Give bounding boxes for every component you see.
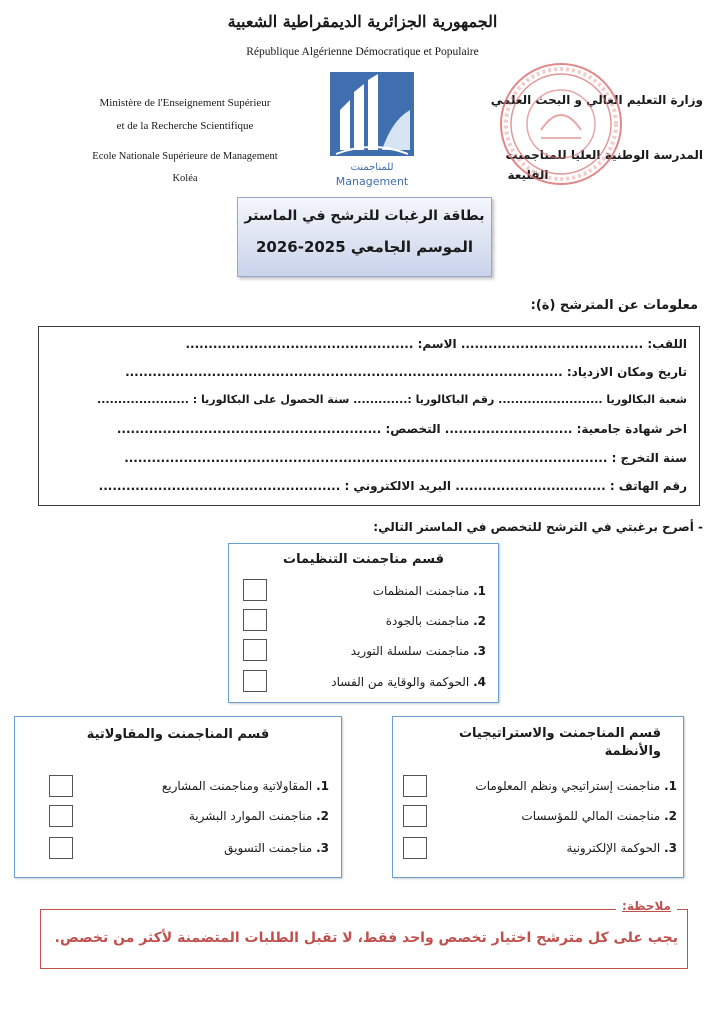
option-num: 1. xyxy=(473,584,486,598)
option-org-3 xyxy=(351,644,486,658)
ministry-ar: وزارة التعليم العالي و البحث العلمي xyxy=(490,93,703,107)
option-org-2 xyxy=(386,614,486,628)
logo-text-ar: للمناجمنت xyxy=(350,162,394,173)
checkbox-ent-3[interactable] xyxy=(49,837,73,859)
school-fr-name: Ecole Nationale Supérieure de Management xyxy=(92,151,278,162)
birth-field[interactable]: تاريخ ومكان الازدياد: ................................................................................................ xyxy=(125,365,687,379)
option-num: 1. xyxy=(316,779,329,793)
note-text: يجب على كل مترشح اختيار تخصص واحد فقط، لا تقبل الطلبات المتضمنة لأكثر من تخصص. xyxy=(54,930,678,946)
dept-entrepreneurship-title: قسم المناجمنت والمقاولاتية xyxy=(86,727,270,742)
option-label: الحوكمة والوقاية من الفساد xyxy=(331,675,470,689)
dept-strategies-box xyxy=(392,716,684,878)
option-label: مناجمنت بالجودة xyxy=(385,614,470,628)
option-org-4 xyxy=(331,675,486,689)
school-ar-name: المدرسة الوطنية العليا للمناجمنت xyxy=(505,148,703,162)
checkbox-org-1[interactable] xyxy=(243,579,267,601)
official-seal-icon xyxy=(497,60,625,188)
candidate-info-box xyxy=(38,326,700,506)
option-label: المقاولاتية ومناجمنت المشاريع xyxy=(161,779,313,793)
last-degree-field[interactable]: اخر شهادة جامعية: ............................ التخصص: .......................................................... xyxy=(116,422,687,436)
ministry-fr-line2: et de la Recherche Scientifique xyxy=(116,120,254,132)
option-label: مناجمنت إستراتيجي ونظم المعلومات xyxy=(475,779,661,793)
checkbox-org-4[interactable] xyxy=(243,670,267,692)
checkbox-str-2[interactable] xyxy=(403,805,427,827)
option-num: 2. xyxy=(664,809,677,823)
logo-text-fr: Management xyxy=(335,175,409,188)
option-num: 2. xyxy=(316,809,329,823)
dept-strategies-title-line2: والأنظمة xyxy=(604,744,661,759)
dept-entrepreneurship-box xyxy=(14,716,342,878)
graduation-year-field[interactable]: سنة التخرج : .......................................................................................................... xyxy=(124,451,687,465)
option-str-3 xyxy=(567,841,677,855)
option-num: 1. xyxy=(664,779,677,793)
option-str-2 xyxy=(521,809,677,823)
option-num: 3. xyxy=(473,644,486,658)
option-num: 4. xyxy=(473,675,486,689)
checkbox-str-3[interactable] xyxy=(403,837,427,859)
republic-title-ar: الجمهورية الجزائرية الديمقراطية الشعبية xyxy=(227,12,498,31)
ministry-fr-line1: Ministère de l'Enseignement Supérieur xyxy=(99,97,271,109)
option-ent-1 xyxy=(162,779,329,793)
school-fr-city: Koléa xyxy=(172,173,198,184)
choice-heading: - أصرح برغبتي في الترشح للتخصص في الماستر التالي: xyxy=(373,520,703,534)
option-label: الحوكمة الإلكترونية xyxy=(566,841,661,855)
dept-organizations-title: قسم مناجمنت التنظيمات xyxy=(283,552,444,567)
checkbox-ent-1[interactable] xyxy=(49,775,73,797)
option-label: مناجمنت سلسلة التوريد xyxy=(350,644,470,658)
option-label: مناجمنت المالي للمؤسسات xyxy=(521,809,661,823)
option-num: 3. xyxy=(664,841,677,855)
note-label: ملاحظة: xyxy=(616,899,677,913)
option-ent-3 xyxy=(224,841,329,855)
school-ar-city: القليعة xyxy=(507,168,549,182)
option-str-1 xyxy=(475,779,677,793)
option-org-1 xyxy=(373,584,486,598)
checkbox-org-3[interactable] xyxy=(243,639,267,661)
republic-title-fr: République Algérienne Démocratique et Populaire xyxy=(246,46,479,58)
school-fr xyxy=(60,146,310,190)
dept-organizations-box xyxy=(228,543,499,703)
contact-field[interactable]: رقم الهاتف : ................................. البريد الالكتروني : ..................................................... xyxy=(98,479,687,493)
checkbox-org-2[interactable] xyxy=(243,609,267,631)
checkbox-str-1[interactable] xyxy=(403,775,427,797)
checkbox-ent-2[interactable] xyxy=(49,805,73,827)
option-num: 3. xyxy=(316,841,329,855)
name-field[interactable]: اللقب: ........................................ الاسم: .................................................. xyxy=(185,337,687,351)
option-num: 2. xyxy=(473,614,486,628)
ministry-fr xyxy=(60,92,310,138)
dept-strategies-title xyxy=(459,725,661,761)
dept-strategies-title-line1: قسم المناجمنت والاستراتيجيات xyxy=(458,726,661,741)
form-title-box xyxy=(237,197,492,277)
option-label: مناجمنت الموارد البشرية xyxy=(188,809,313,823)
option-label: مناجمنت التسويق xyxy=(224,841,313,855)
baccalaureate-field[interactable]: شعبة البكالوريا ......................... رقم الباكالوريا :............. سنة الحصول على البكالوريا : ...................... xyxy=(97,393,687,406)
academic-year: الموسم الجامعي 2025-2026 xyxy=(255,238,474,256)
option-ent-2 xyxy=(189,809,329,823)
form-title: بطاقة الرغبات للترشح في الماستر xyxy=(244,208,485,224)
candidate-info-heading: معلومات عن المترشح (ة): xyxy=(530,298,698,313)
option-label: مناجمنت المنظمات xyxy=(372,584,470,598)
school-logo-icon xyxy=(322,70,422,190)
